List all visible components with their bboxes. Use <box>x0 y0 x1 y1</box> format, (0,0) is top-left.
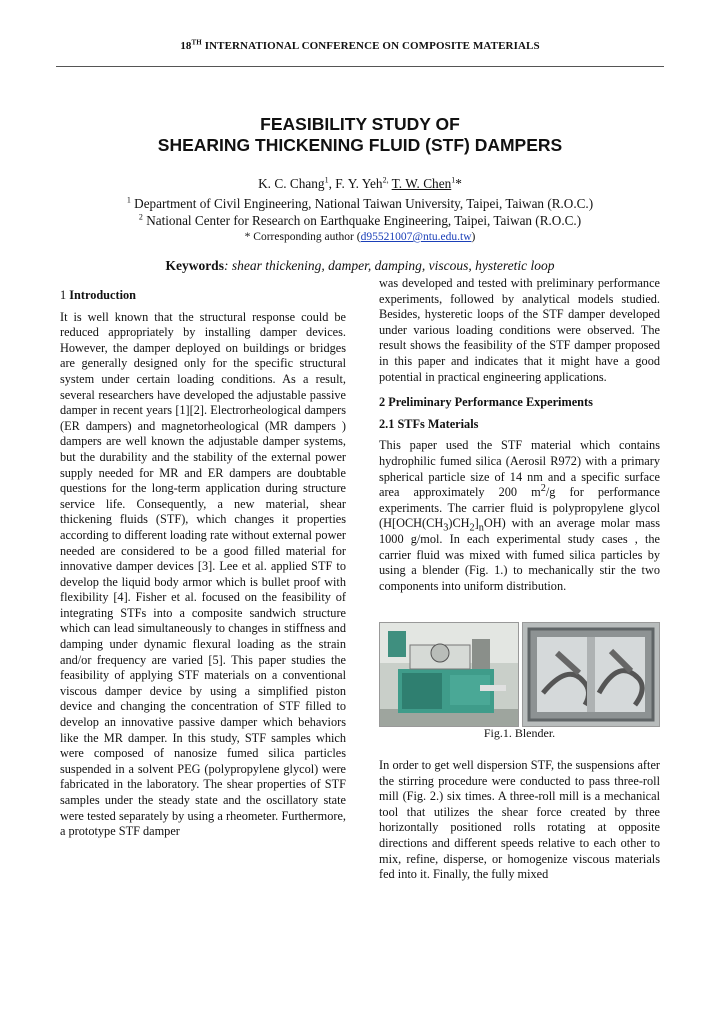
author-1-affil: 1 <box>324 175 329 185</box>
keywords-label: Keywords <box>165 258 224 273</box>
affiliation-1 <box>0 196 720 212</box>
affil-2-text: National Center for Research on Earthquake Engineering, Taipei, Taiwan (R.O.C.) <box>142 213 582 228</box>
author-list <box>0 176 720 192</box>
blender-photo-left <box>379 622 519 727</box>
p21-b: /g for performance experiments. The carrier fluid is polypropylene glycol (H[OCH(CH <box>379 485 660 531</box>
section-1-title: Introduction <box>69 288 136 302</box>
corr-suffix: ) <box>471 231 476 243</box>
corresponding-star: * <box>455 176 462 191</box>
p21-d: ] <box>474 516 479 531</box>
left-column <box>60 288 346 840</box>
blender-photo-right <box>522 622 660 727</box>
blender-machine-image <box>380 623 518 726</box>
corresponding-author <box>0 231 720 243</box>
conf-name: INTERNATIONAL CONFERENCE ON COMPOSITE MATERIALS <box>201 40 540 52</box>
right-column-lower <box>379 758 660 883</box>
keywords-line <box>0 258 720 274</box>
section-2-heading: 2 Preliminary Performance Experiments <box>379 395 593 410</box>
p21-a: This paper used the STF material which contains hydrophilic fumed silica (Aerosil R972) with a primary spherical particle size of 14 nm and a specific surface area approximately 200 m <box>379 438 660 500</box>
intro-continuation: was developed and tested with preliminary performance experiments, followed by analytical models studied. Besides, hysteretic loops of the STF damper developed under various loading conditions were observed. The result shows the feasibility of the STF damper proposed in this paper and indicates that it might have a good potential in practical engineering applications. <box>379 276 660 384</box>
section-2-1-heading: 2.1 STFs Materials <box>379 416 479 431</box>
three-roll-mill-paragraph: In order to get well dispersion STF, the suspensions after the stirring procedure were conducted to pass three-roll mill (Fig. 2.) six times. A three-roll mill is a mechanical tool that utilizes the shear force created by three horizontally positioned rolls rotating at opposite directions and different speeds relative to each other to mix, refine, disperse, or homogenize viscous materials fed into it. Finally, the fully mixed <box>379 758 660 882</box>
p21-sub2: 2 <box>469 522 475 534</box>
affil-1-text: Department of Civil Engineering, National Taiwan University, Taipei, Taiwan (R.O.C.) <box>130 196 594 211</box>
author-2-affil: 2, <box>382 175 389 185</box>
conference-header <box>0 40 720 52</box>
affil-2-marker: 2 <box>138 212 143 222</box>
p21-sup: 2 <box>540 483 546 495</box>
figure-1-blender <box>379 622 660 727</box>
right-column <box>379 276 660 594</box>
corr-prefix: * Corresponding author ( <box>244 231 361 243</box>
author-3-affil: 1 <box>451 175 456 185</box>
corr-email-link[interactable]: d95521007@ntu.edu.tw <box>360 231 472 243</box>
conf-sup: TH <box>191 38 202 47</box>
p21-c: )CH <box>448 516 470 531</box>
author-3: T. W. Chen <box>391 176 452 191</box>
header-rule <box>56 66 664 67</box>
affiliation-2 <box>0 213 720 229</box>
figure-1-caption: Fig.1. Blender. <box>483 726 556 740</box>
blender-chamber-image <box>523 623 659 726</box>
title-line-2: SHEARING THICKENING FLUID (STF) DAMPERS <box>157 135 563 155</box>
paper-title <box>0 114 720 156</box>
author-1: K. C. Chang <box>258 176 325 191</box>
stf-materials-paragraph <box>379 438 660 594</box>
intro-paragraph: It is well known that the structural response could be reduced appropriately by installing damper devices. However, the damper deployed on buildings or bridges are generally designed only for the specific structural system under certain loading conditions. As a result, several researchers have developed the adjustable passive damper in recent years [1][2]. Electrorheological dampers (ER dampers) and magnetorheological (MR dampers ) dampers are well known the adjustable damper systems, but the durability and the stability of the external power supply needed for MR and ER dampers are doubtable questions for the long-term application during structure service life. Consequently, a new material, shear thickening fluids (STF), which changes it properties according to different loading rate without external power needed are considered to be a good filled material for innovative damper devices [3]. Lee et al. applied STF to develop the liquid body armor which is bullet proof with flexibility [4]. Fisher et al. focused on the feasibility of integrating STFs into a composite sandwich structure which can lead simultaneously to changes in stiffness and damping under dynamic flexural loading as the strain and/or frequency are varied [5]. This paper studies the feasibility of applying STF materials on a conventional viscous damper device by using a simplified piston device and changing the concentration of STF filled to develop an innovative passive damper which behaviors like the MR damper. In this study, STF samples which were composed of nanosize fumed silica particles suspended in a solvent PEG (polypropylene glycol) were fabricated in the laboratory. The shear properties of STF samples under the steady state and the oscillatory state were tested separately by using a rheometer. Furthermore, a prototype STF damper <box>60 309 346 839</box>
p21-sub3: n <box>478 522 484 534</box>
section-1-heading <box>60 288 346 304</box>
section-1-number: 1 <box>60 288 70 302</box>
p21-sub1: 3 <box>443 522 449 534</box>
p21-e: OH) with an average molar mass 1000 g/mol. In each experimental study cases , the carrier fluid was mixed with fumed silica particles by using a blender (Fig. 1.) to mechanically stir the two components into uniform distribution. <box>379 516 660 593</box>
affil-1-marker: 1 <box>126 195 131 205</box>
author-2: , F. Y. Yeh <box>328 176 383 191</box>
keywords-text: : shear thickening, damper, damping, viscous, hysteretic loop <box>223 258 555 273</box>
conf-number: 18 <box>180 40 192 52</box>
title-line-1: FEASIBILITY STUDY OF <box>260 114 460 134</box>
